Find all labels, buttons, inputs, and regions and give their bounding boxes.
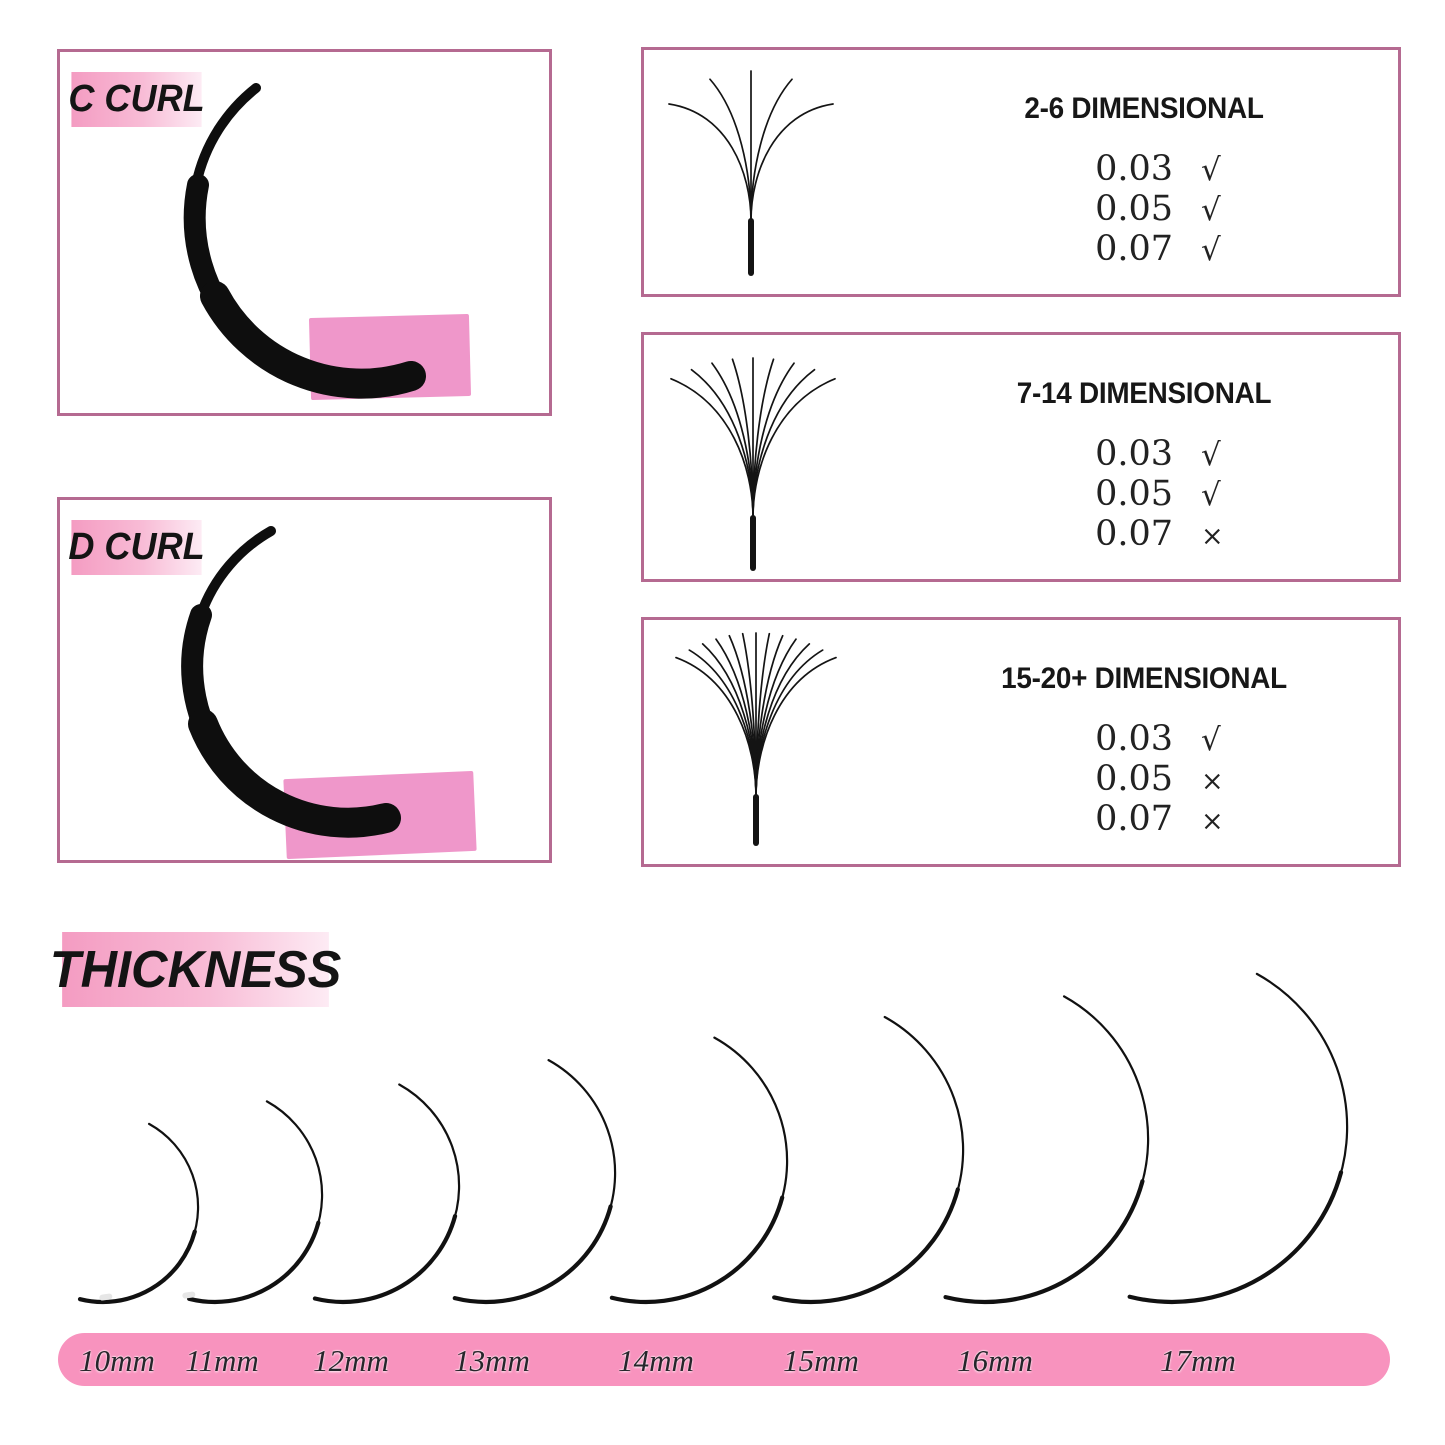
thickness-option-row [1063,797,1293,841]
length-label: 15mm [783,1343,859,1378]
thickness-value: 0.05 [1095,759,1173,799]
c-curl-label-text: C CURL [68,78,205,120]
length-lash-curve [946,996,1149,1302]
cross-icon: × [1201,521,1224,552]
dimension-title: 2-6 DIMENSIONAL [1024,92,1264,125]
thickness-title-text: THICKNESS [49,940,342,999]
cross-icon: × [1201,806,1224,837]
thickness-option-row [1063,757,1293,801]
dimension-card-2-6 [641,47,1401,297]
cross-icon: × [1201,766,1224,797]
check-icon: √ [1201,722,1221,758]
length-lash-curve [455,1060,615,1302]
dimension-card-15-20 [641,617,1401,867]
fan-lashes [676,633,836,843]
thickness-section-label [49,932,342,1007]
length-label: 14mm [618,1343,694,1378]
thickness-option-row [1063,147,1293,191]
thickness-option-row [1063,432,1293,476]
thickness-option-row [1063,717,1293,761]
length-label: 11mm [185,1343,259,1378]
glue-dot [182,1291,196,1299]
fan-lashes [669,71,833,273]
c-curl-card [57,49,552,416]
thickness-value: 0.07 [1095,514,1173,554]
check-icon: √ [1201,437,1221,473]
c-curl-lash-photo [60,52,549,413]
d-curl-lash-photo [60,500,549,860]
length-lash-curve [774,1017,963,1302]
length-scale-bar [58,1333,1390,1386]
fan-lashes [671,358,835,568]
length-lash-curve [189,1101,322,1302]
dimension-card-7-14 [641,332,1401,582]
d-curl-label-text: D CURL [68,526,205,568]
length-lash-curve [1130,974,1347,1302]
thickness-value: 0.07 [1095,229,1173,269]
thickness-option-row [1063,472,1293,516]
length-label: 13mm [454,1343,530,1378]
length-lash-curve [315,1085,459,1302]
check-icon: √ [1201,152,1221,188]
thickness-value: 0.05 [1095,189,1173,229]
check-icon: √ [1201,477,1221,513]
length-label: 12mm [313,1343,389,1378]
thickness-value: 0.03 [1095,149,1173,189]
thickness-value: 0.07 [1095,799,1173,839]
d-curl-card [57,497,552,863]
length-lash-curve [612,1038,787,1302]
length-label: 16mm [957,1343,1033,1378]
check-icon: √ [1201,232,1221,268]
thickness-value: 0.03 [1095,434,1173,474]
thickness-option-row [1063,187,1293,231]
length-label: 17mm [1160,1343,1236,1378]
length-lash-curve [80,1124,198,1302]
glue-dot [99,1293,113,1301]
thickness-option-row [1063,512,1293,556]
length-label: 10mm [79,1343,155,1378]
thickness-value: 0.05 [1095,474,1173,514]
check-icon: √ [1201,192,1221,228]
dimension-title: 15-20+ DIMENSIONAL [1001,662,1287,695]
thickness-option-row [1063,227,1293,271]
dimension-title: 7-14 DIMENSIONAL [1016,377,1272,410]
thickness-value: 0.03 [1095,719,1173,759]
